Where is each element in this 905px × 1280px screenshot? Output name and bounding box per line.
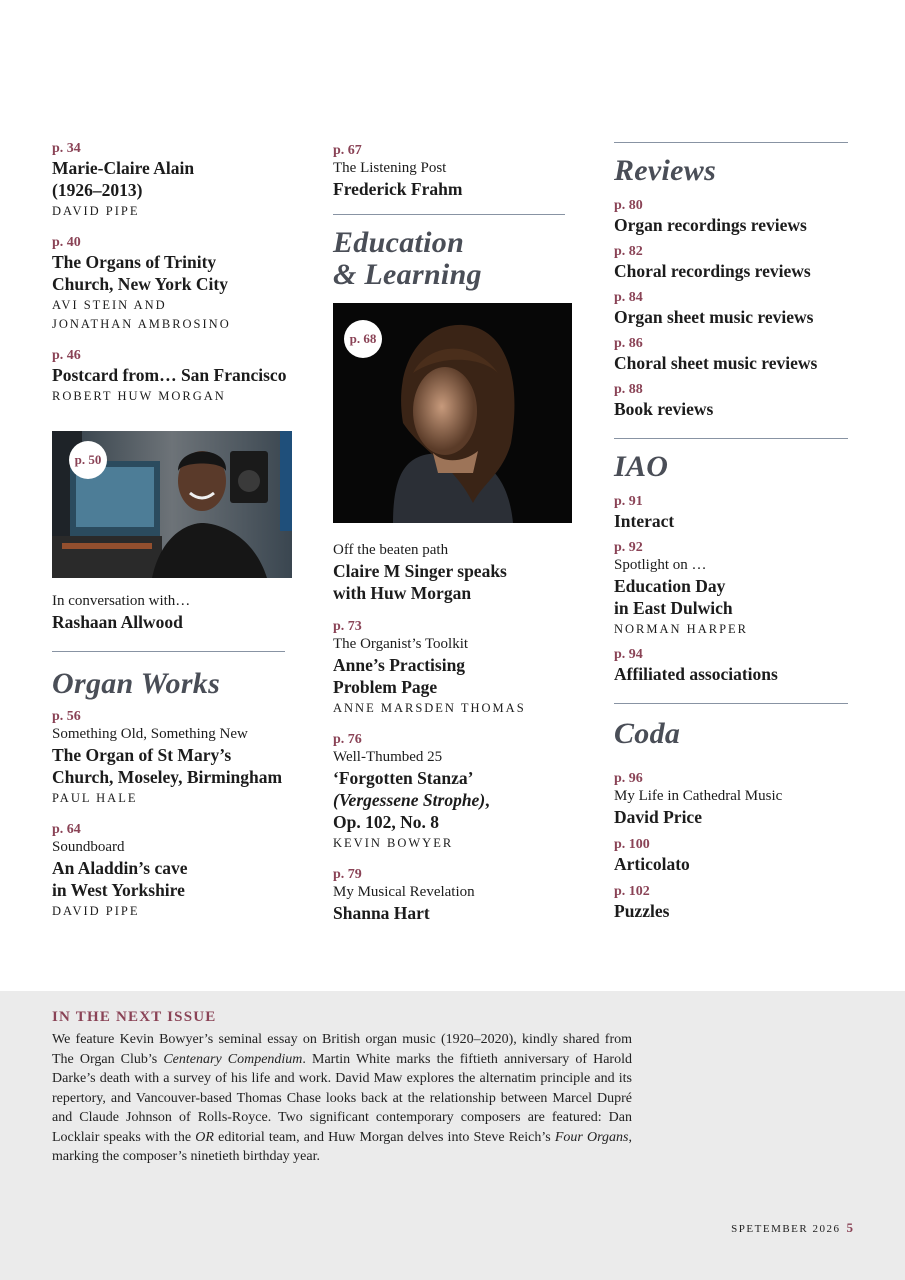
article-title: Church, Moseley, Birmingham <box>52 767 283 787</box>
toc-entry-shanna-hart[interactable] <box>333 866 573 924</box>
page-number: p. 76 <box>333 732 362 747</box>
article-title: Claire M Singer speaks <box>333 561 507 581</box>
page-footer <box>731 1220 853 1236</box>
toc-entry-review[interactable] <box>614 381 854 420</box>
toc-entry-interact[interactable] <box>614 493 854 532</box>
article-author: NORMAN HARPER <box>614 622 749 636</box>
page-number: p. 84 <box>614 290 643 305</box>
article-title: Marie-Claire Alain <box>52 158 195 178</box>
toc-entry-review[interactable] <box>614 243 854 282</box>
page-number: p. 86 <box>614 336 643 351</box>
article-title: An Aladdin’s cave <box>52 858 188 878</box>
page-number: p. 91 <box>614 494 643 509</box>
article-kicker: Soundboard <box>52 839 125 855</box>
section-divider <box>614 438 848 439</box>
article-title: Shanna Hart <box>333 903 430 923</box>
toc-entry-practising-problem-page[interactable] <box>333 618 573 717</box>
contents-column-2 <box>333 142 573 938</box>
toc-entry-st-marys-moseley[interactable] <box>52 708 297 807</box>
page-number: p. 88 <box>614 382 643 397</box>
section-heading-line: & Learning <box>333 258 482 291</box>
article-author: AVI STEIN AND <box>52 298 167 312</box>
article-title: Organ sheet music reviews <box>614 307 814 327</box>
article-title: Organ recordings reviews <box>614 215 807 235</box>
folio-page-number: 5 <box>846 1220 853 1235</box>
article-title: Anne’s Practising <box>333 655 466 675</box>
article-title: in East Dulwich <box>614 598 733 618</box>
issue-date: SPETEMBER 2026 <box>731 1223 841 1235</box>
page-number: p. 34 <box>52 141 81 156</box>
toc-entry-review[interactable] <box>614 335 854 374</box>
section-divider <box>333 214 565 215</box>
studio-portrait-photo[interactable] <box>52 431 292 578</box>
article-title: Church, New York City <box>52 274 228 294</box>
article-title-punct: , <box>485 790 490 810</box>
toc-entry-review[interactable] <box>614 289 854 328</box>
article-author: DAVID PIPE <box>52 904 140 918</box>
article-title: Choral sheet music reviews <box>614 353 818 373</box>
toc-entry-rashaan-allwood[interactable] <box>52 592 297 633</box>
article-title: with Huw Morgan <box>333 583 472 603</box>
next-issue-body <box>52 1030 632 1167</box>
page-number: p. 73 <box>333 619 362 634</box>
article-title: Articolato <box>614 854 690 874</box>
toc-entry-marie-claire-alain[interactable] <box>52 140 297 220</box>
article-title: ‘Forgotten Stanza’ <box>333 768 474 788</box>
page-number: p. 102 <box>614 884 650 899</box>
article-kicker: Well-Thumbed 25 <box>333 749 443 765</box>
toc-entry-forgotten-stanza[interactable] <box>333 731 573 852</box>
article-author: JONATHAN AMBROSINO <box>52 317 231 331</box>
article-author: KEVIN BOWYER <box>333 836 454 850</box>
section-heading-reviews: Reviews <box>614 154 717 187</box>
article-title: Affiliated associations <box>614 664 778 684</box>
next-issue-heading: IN THE NEXT ISSUE <box>52 1009 217 1025</box>
article-title: David Price <box>614 807 702 827</box>
article-author: DAVID PIPE <box>52 204 140 218</box>
section-heading-organ-works: Organ Works <box>52 667 221 700</box>
toc-entry-affiliated-associations[interactable] <box>614 646 854 685</box>
toc-entry-articolato[interactable] <box>614 836 854 875</box>
page-number: p. 79 <box>333 867 362 882</box>
article-kicker: The Organist’s Toolkit <box>333 636 469 652</box>
organist-portrait-photo[interactable] <box>333 303 572 523</box>
article-title: (1926–2013) <box>52 180 143 200</box>
page-number: p. 56 <box>52 709 81 724</box>
article-kicker: Spotlight on … <box>614 557 707 573</box>
article-title: Rashaan Allwood <box>52 612 183 632</box>
section-heading-education <box>333 227 573 291</box>
toc-entry-frederick-frahm[interactable] <box>333 142 573 200</box>
toc-entry-claire-m-singer[interactable] <box>333 541 573 604</box>
section-heading-iao: IAO <box>614 450 669 483</box>
toc-entry-trinity-church[interactable] <box>52 234 297 333</box>
page-number: p. 64 <box>52 822 81 837</box>
article-title: Choral recordings reviews <box>614 261 811 281</box>
page-number: p. 67 <box>333 143 362 158</box>
toc-entry-education-day[interactable] <box>614 539 854 638</box>
toc-entry-san-francisco[interactable] <box>52 347 297 405</box>
page-number: p. 94 <box>614 647 643 662</box>
page-number: p. 40 <box>52 235 81 250</box>
article-title: Interact <box>614 511 675 531</box>
article-title: The Organ of St Mary’s <box>52 745 232 765</box>
article-title: Postcard from… San Francisco <box>52 365 287 385</box>
body-text: We feature Kevin Bowyer’s seminal essay on British organ music (1920–2020), kindly shared from The Organ Club’s <box>52 1032 632 1067</box>
page-badge: p. 68 <box>344 320 382 358</box>
toc-entry-review[interactable] <box>614 197 854 236</box>
section-heading-coda: Coda <box>614 717 681 750</box>
page-number: p. 96 <box>614 771 643 786</box>
toc-entry-aladdins-cave[interactable] <box>52 821 297 920</box>
article-author: ANNE MARSDEN THOMAS <box>333 701 526 715</box>
article-kicker: Off the beaten path <box>333 542 449 558</box>
section-divider <box>52 651 285 652</box>
article-title: in West Yorkshire <box>52 880 185 900</box>
article-title: Education Day <box>614 576 726 596</box>
article-title: Op. 102, No. 8 <box>333 812 439 832</box>
toc-entry-david-price[interactable] <box>614 770 854 828</box>
page-number: p. 92 <box>614 540 643 555</box>
body-italic-text: OR <box>195 1129 214 1145</box>
article-title: Book reviews <box>614 399 714 419</box>
page-number: p. 100 <box>614 837 650 852</box>
body-text: , marking the composer’s ninetieth birthday year. <box>52 1129 632 1164</box>
contents-column-1 <box>52 140 297 934</box>
page-number: p. 82 <box>614 244 643 259</box>
article-kicker: Something Old, Something New <box>52 726 248 742</box>
article-author: PAUL HALE <box>52 791 138 805</box>
article-kicker: The Listening Post <box>333 160 447 176</box>
section-divider <box>614 703 848 704</box>
page-number: p. 80 <box>614 198 643 213</box>
article-title: Problem Page <box>333 677 438 697</box>
reviews-list <box>614 197 854 420</box>
body-text: editorial team, and Huw Morgan delves into Steve Reich’s <box>213 1129 555 1145</box>
toc-entry-puzzles[interactable] <box>614 883 854 922</box>
body-italic-text: Centenary Compendium <box>163 1051 303 1067</box>
page-number: p. 46 <box>52 348 81 363</box>
article-title: The Organs of Trinity <box>52 252 217 272</box>
article-kicker: In conversation with… <box>52 593 191 609</box>
article-title: Frederick Frahm <box>333 179 463 199</box>
article-kicker: My Musical Revelation <box>333 884 475 900</box>
contents-column-3 <box>614 142 854 936</box>
body-italic-text: Four Organs <box>554 1129 629 1145</box>
article-author: ROBERT HUW MORGAN <box>52 389 226 403</box>
article-title: Puzzles <box>614 901 670 921</box>
article-kicker: My Life in Cathedral Music <box>614 788 783 804</box>
section-divider <box>614 142 848 143</box>
article-title-italic: (Vergessene Strophe) <box>333 790 486 810</box>
body-text: . Martin White marks the fiftieth anniversary of Harold Darke’s death with a survey of his life and work. David Maw explores the alternatim principle and its repertory, and Vancouver-based Thomas Chase looks back at the relationship between Marcel Dupré and Claude Johnson of Rolls-Royce. Two significant contemporary composers are featured: Dan Locklair speaks with the <box>52 1051 632 1145</box>
page-badge: p. 50 <box>69 441 107 479</box>
section-heading-line: Education <box>333 226 465 259</box>
article-title-line <box>333 789 573 811</box>
next-issue-panel <box>0 991 905 1280</box>
